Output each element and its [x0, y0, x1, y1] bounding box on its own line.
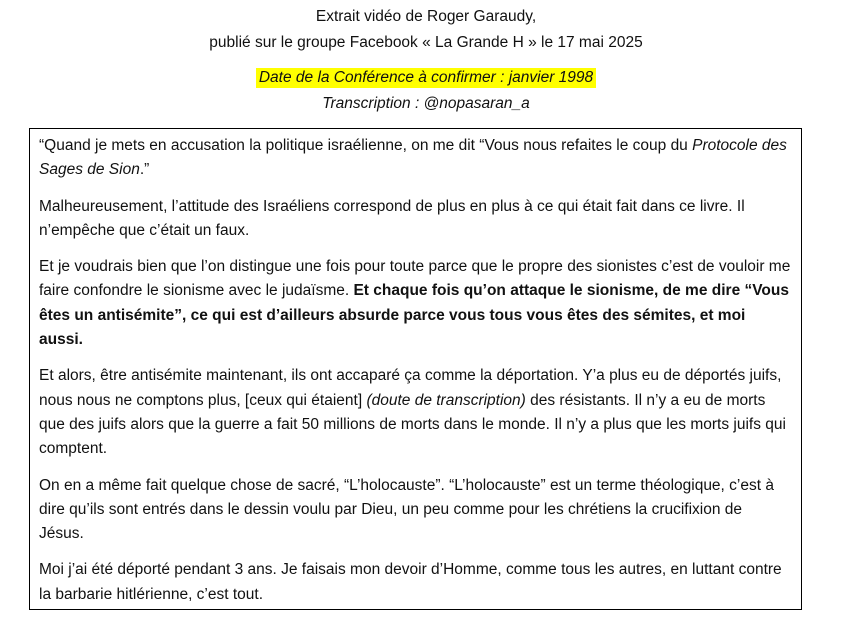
p1-text-a: “Quand je mets en accusation la politique israélienne, on me dit “Vous nous refaites le coup du	[39, 137, 693, 154]
p3-bold-text: Et chaque fois qu’on attaque le sionisme, de me dire “Vous êtes un antisémite”, ce qui est d’ailleurs absurde parce vous tous vous êtes des sémites, et moi aussi.	[39, 282, 789, 349]
quote-paragraph-5: On en a même fait quelque chose de sacré, “L’holocauste”. “L’holocauste” est un terme théologique, c’est à dire qu’ils sont entrés dans le dessin voulu par Dieu, un peu comme pour les chrétiens la crucifixion de Jésus.	[39, 476, 774, 543]
quote-paragraph-4	[39, 364, 791, 461]
transcription-credit: Transcription : @nopasaran_a	[322, 95, 530, 112]
p4-italic-note: (doute de transcription)	[366, 391, 526, 409]
quote-paragraph-6: Moi j’ai été déporté pendant 3 ans. Je faisais mon devoir d’Homme, comme tous les autres, en luttant contre la barbarie hitlérienne, c’est tout.	[39, 561, 782, 603]
quote-paragraph-1	[39, 134, 791, 183]
header-title: Extrait vidéo de Roger Garaudy,	[315, 8, 537, 25]
p3-text-a: Et je voudrais bien que l’on distingue une fois pour toute parce que le propre des sionistes c’est de vouloir me faire confondre le sionisme avec le judaïsme.	[39, 258, 791, 300]
date-note-wrap	[0, 68, 852, 88]
date-note-highlight: Date de la Conférence à confirmer : janvier 1998	[256, 68, 596, 88]
quote-box	[29, 128, 802, 610]
p4-text-a: Et alors, être antisémite maintenant, ils ont accaparé ça comme la déportation. Y’a plus eu de déportés juifs, nous nous ne comptons plus, [ceux qui étaient]	[39, 367, 782, 409]
quote-paragraph-2: Malheureusement, l’attitude des Israéliens correspond de plus en plus à ce qui était fait dans ce livre. Il n’empêche que c’était un faux.	[39, 197, 745, 239]
quote-paragraph-3	[39, 255, 791, 352]
p1-text-c: .”	[139, 161, 150, 179]
p1-title-italic: Protocole des Sages de Sion	[39, 137, 787, 179]
p4-text-c: des résistants. Il n’y a eu de morts que des juifs alors que la guerre a fait 50 millions de morts dans le monde. Il n’y a plus que les morts juifs qui comptent.	[39, 391, 786, 458]
header-subtitle: publié sur le groupe Facebook « La Grande H » le 17 mai 2025	[209, 34, 643, 51]
